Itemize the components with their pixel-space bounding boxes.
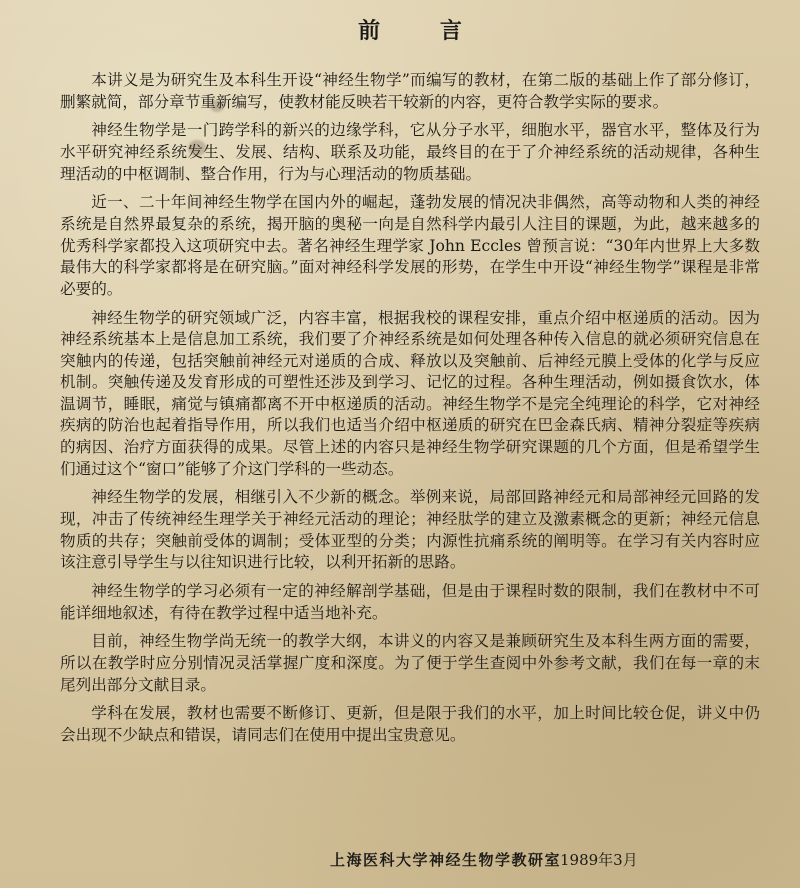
- ink-smudge: [188, 140, 206, 156]
- paragraph: 神经生物学的发展，相继引入不少新的概念。举例来说，局部回路神经元和局部神经元回路的发现，冲击了传统神经生理学关于神经元活动的理论；神经肽学的建立及激素概念的更新；神经元信息物质的共存；突触前受体的调制；受体亚型的分类；内源性抗痛系统的阐明等。在学习有关内容时应该注意引导学生与以往知识进行比较，以利开拓新的思路。: [60, 488, 760, 572]
- signature-date: 1989年3月: [560, 851, 638, 869]
- paragraph: 神经生物学的研究领域广泛，内容丰富，根据我校的课程安排，重点介绍中枢递质的活动。因为神经系统基本上是信息加工系统，我们要了介神经系统是如何处理各种传入信息的就必须研究信息在突触内的传递，包括突触前神经元对递质的合成、释放以及突触前、后神经元膜上受体的化学与反应机制。突触传递及发育形成的可塑性还涉及到学习、记忆的过程。各种生理活动，例如摄食饮水，体温调节，睡眠，痛觉与镇痛都离不开中枢递质的活动。神经生物学不是完全纯理论的科学，它对神经疾病的防治也起着指导作用，所以我们也适当介绍中枢递质的研究在巴金森氏病、精神分裂症等疾病的病因、治疗方面获得的成果。尽管上述的内容只是神经生物学研究课题的几个方面，但是希望学生们通过这个“窗口”能够了介这门学科的一些动态。: [60, 308, 760, 478]
- paragraph: 神经生物学的学习必须有一定的神经解剖学基础，但是由于课程时数的限制，我们在教材中不可能详细地叙述，有待在教学过程中适当地补充。: [60, 582, 760, 622]
- paragraph: 目前，神经生物学尚无统一的教学大纲，本讲义的内容又是兼顾研究生及本科生两方面的需要，所以在教学时应分别情况灵活掌握广度和深度。为了便于学生查阅中外参考文献，我们在每一章的末尾列出部分文献目录。: [60, 632, 760, 694]
- preface-body: [60, 70, 760, 747]
- paragraph: 近一、二十年间神经生物学在国内外的崛起，蓬勃发展的情况决非偶然，高等动物和人类的神经系统是自然界最复杂的系统，揭开脑的奥秘一向是自然科学内最引人注目的课题，为此，越来越多的优秀科学家都投入这项研究中去。著名神经生理学家 John Eccles 曾预言说：“30年内世界上大多数最伟大的科学家都将是在研究脑。”面对神经科学发展的形势，在学生中开设“神经生物学”课程是非常必要的。: [60, 193, 760, 298]
- paragraph: 本讲义是为研究生及本科生开设“神经生物学”而编写的教材，在第二版的基础上作了部分修订，删繁就简，部分章节重新编写，使教材能反映若干较新的内容，更符合教学实际的要求。: [60, 71, 760, 111]
- ink-smudge: [210, 100, 224, 112]
- paragraph: 神经生物学是一门跨学科的新兴的边缘学科，它从分子水平，细胞水平，器官水平，整体及行为水平研究神经系统发生、发展、结构、联系及功能，最终目的在于了介神经系统的活动规律，各种生理活动的中枢调制、整合作用，行为与心理活动的物质基础。: [60, 121, 760, 183]
- page-title: 前 言: [358, 18, 488, 44]
- signature-organization: 上海医科大学神经生物学教研室: [330, 851, 562, 869]
- paragraph: 学科在发展，教材也需要不断修订、更新，但是限于我们的水平，加上时间比较仓促，讲义中仍会出现不少缺点和错误，请同志们在使用中提出宝贵意见。: [60, 704, 760, 744]
